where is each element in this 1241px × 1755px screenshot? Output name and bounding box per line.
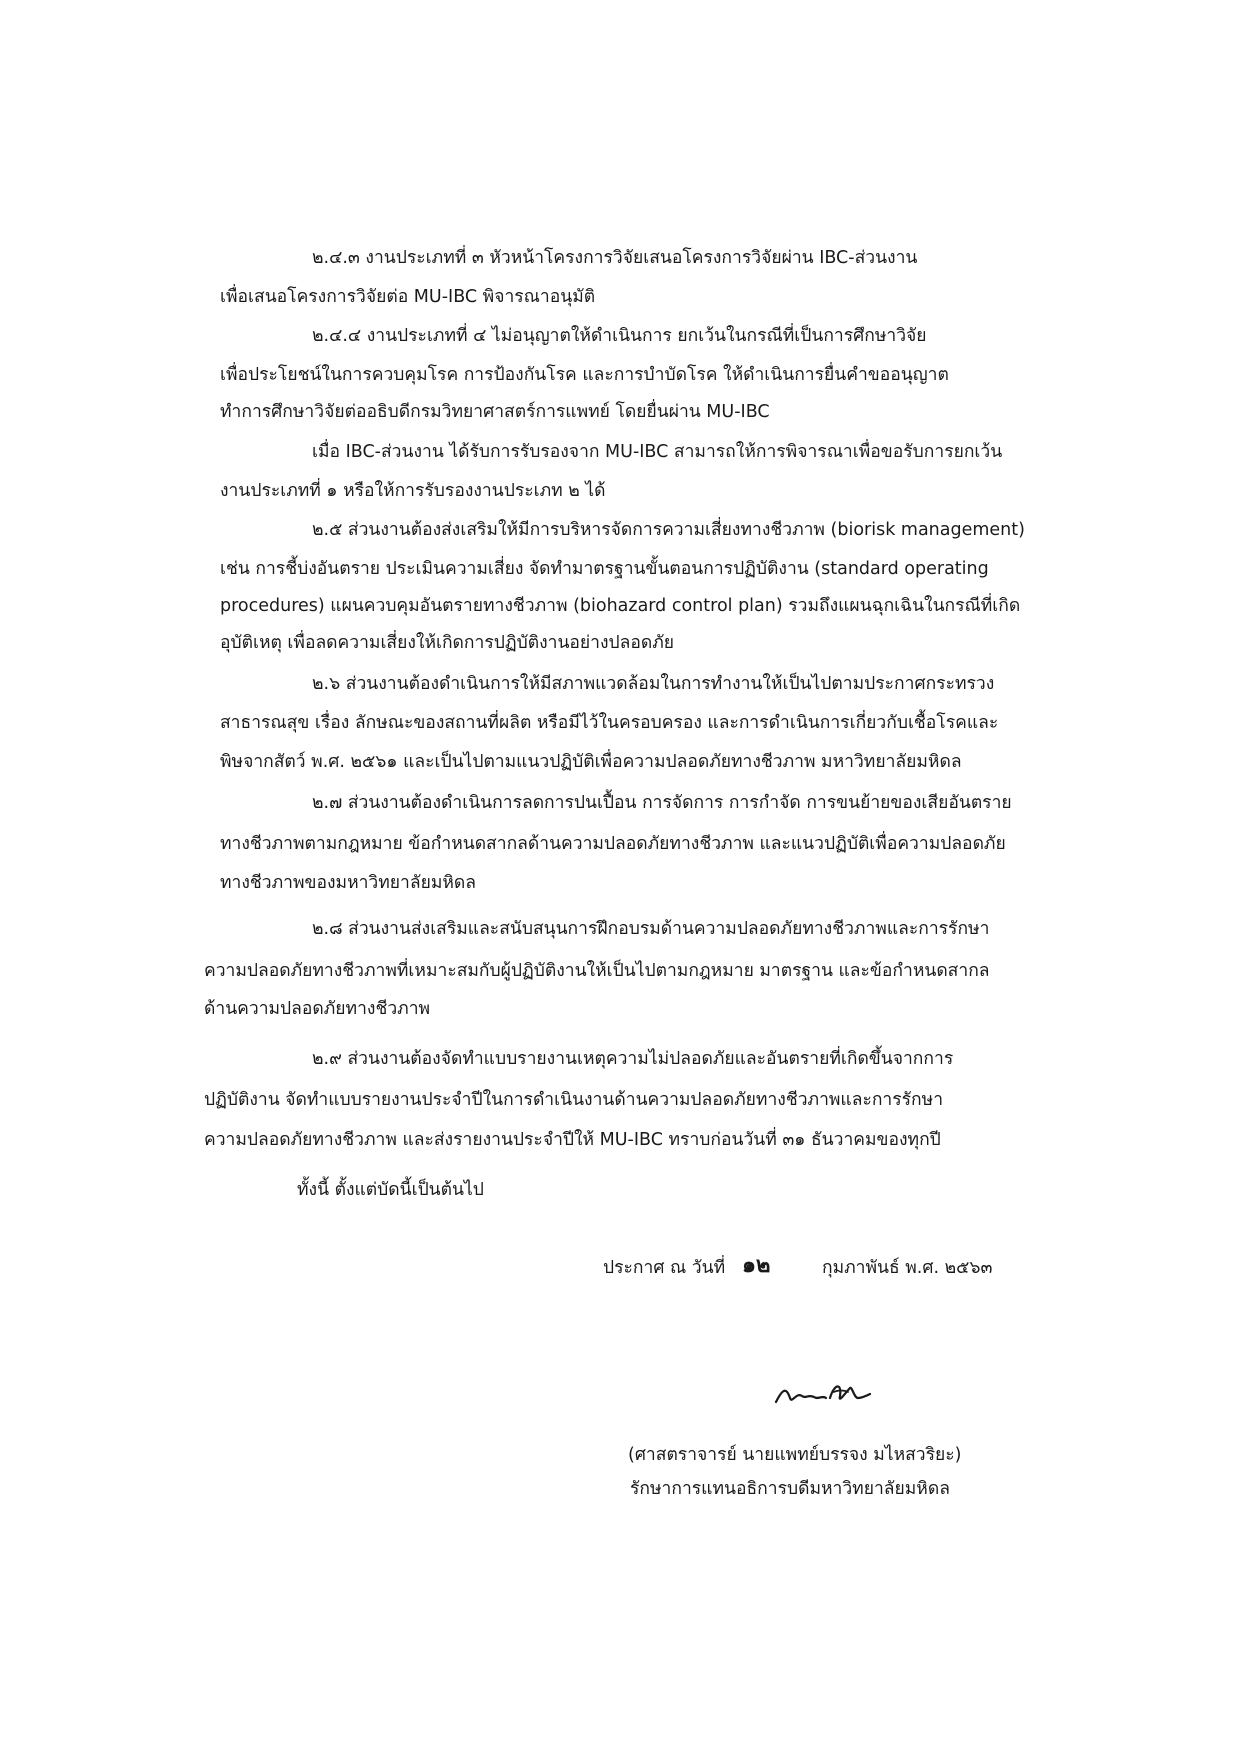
handwritten-signature — [772, 1368, 872, 1418]
paragraph-1-line-1: ๒.๔.๓ งานประเภทที่ ๓ หัวหน้าโครงการวิจัยเสนอโครงการวิจัยผ่าน IBC-ส่วนงาน — [312, 248, 918, 268]
paragraph-2-line-1: ๒.๔.๔ งานประเภทที่ ๔ ไม่อนุญาตให้ดำเนินการ ยกเว้นในกรณีที่เป็นการศึกษาวิจัย — [312, 326, 927, 346]
paragraph-6-line-2: ทางชีวภาพตามกฎหมาย ข้อกำหนดสากลด้านความปลอดภัยทางชีวภาพ และแนวปฏิบัติเพื่อความปลอดภัย — [220, 834, 1006, 854]
paragraph-5-line-2: สาธารณสุข เรื่อง ลักษณะของสถานที่ผลิต หรือมีไว้ในครอบครอง และการดำเนินการเกี่ยวกับเชื้อโรคและ — [220, 713, 999, 733]
signatory-name: (ศาสตราจารย์ นายแพทย์บรรจง มไหสวริยะ) — [628, 1445, 962, 1465]
paragraph-8-line-2: ปฏิบัติงาน จัดทำแบบรายงานประจำปีในการดำเนินงานด้านความปลอดภัยทางชีวภาพและการรักษา — [204, 1090, 944, 1110]
paragraph-6-line-3: ทางชีวภาพของมหาวิทยาลัยมหิดล — [220, 873, 477, 893]
signatory-position: รักษาการแทนอธิการบดีมหาวิทยาลัยมหิดล — [630, 1479, 950, 1499]
paragraph-2-line-3: ทำการศึกษาวิจัยต่ออธิบดีกรมวิทยาศาสตร์การแพทย์ โดยยื่นผ่าน MU-IBC — [220, 402, 770, 422]
paragraph-7-line-3: ด้านความปลอดภัยทางชีวภาพ — [204, 999, 431, 1019]
paragraph-7-line-2: ความปลอดภัยทางชีวภาพที่เหมาะสมกับผู้ปฏิบัติงานให้เป็นไปตามกฎหมาย มาตรฐาน และข้อกำหนดสากล — [204, 961, 990, 981]
paragraph-2-line-2: เพื่อประโยชน์ในการควบคุมโรค การป้องกันโรค และการบำบัดโรค ให้ดำเนินการยื่นคำขออนุญาต — [220, 365, 949, 385]
announcement-prefix: ประกาศ ณ วันที่ — [603, 1258, 726, 1278]
closing-statement: ทั้งนี้ ตั้งแต่บัดนี้เป็นต้นไป — [297, 1180, 484, 1200]
paragraph-4-line-1: ๒.๕ ส่วนงานต้องส่งเสริมให้มีการบริหารจัดการความเสี่ยงทางชีวภาพ (biorisk management) — [312, 520, 1025, 540]
paragraph-8-line-1: ๒.๙ ส่วนงานต้องจัดทำแบบรายงานเหตุความไม่ปลอดภัยและอันตรายที่เกิดขึ้นจากการ — [312, 1049, 954, 1069]
announcement-month-year: กุมภาพันธ์ พ.ศ. ๒๕๖๓ — [822, 1258, 993, 1278]
paragraph-3-line-1: เมื่อ IBC-ส่วนงาน ได้รับการรับรองจาก MU-IBC สามารถให้การพิจารณาเพื่อขอรับการยกเว้น — [312, 442, 1003, 462]
paragraph-5-line-1: ๒.๖ ส่วนงานต้องดำเนินการให้มีสภาพแวดล้อมในการทำงานให้เป็นไปตามประกาศกระทรวง — [312, 674, 995, 694]
paragraph-3-line-2: งานประเภทที่ ๑ หรือให้การรับรองงานประเภท ๒ ได้ — [220, 481, 606, 501]
paragraph-8-line-3: ความปลอดภัยทางชีวภาพ และส่งรายงานประจำปีให้ MU-IBC ทราบก่อนวันที่ ๓๑ ธันวาคมของทุกปี — [204, 1130, 941, 1150]
paragraph-1-line-2: เพื่อเสนอโครงการวิจัยต่อ MU-IBC พิจารณาอนุมัติ — [220, 287, 596, 307]
paragraph-5-line-3: พิษจากสัตว์ พ.ศ. ๒๕๖๑ และเป็นไปตามแนวปฏิบัติเพื่อความปลอดภัยทางชีวภาพ มหาวิทยาลัยมหิดล — [220, 752, 962, 772]
paragraph-7-line-1: ๒.๘ ส่วนงานส่งเสริมและสนับสนุนการฝึกอบรมด้านความปลอดภัยทางชีวภาพและการรักษา — [312, 919, 990, 939]
paragraph-6-line-1: ๒.๗ ส่วนงานต้องดำเนินการลดการปนเปื้อน การจัดการ การกำจัด การขนย้ายของเสียอันตราย — [312, 793, 1012, 813]
paragraph-4-line-4: อุบัติเหตุ เพื่อลดความเสี่ยงให้เกิดการปฏิบัติงานอย่างปลอดภัย — [220, 633, 675, 653]
announcement-day: ๑๒ — [742, 1253, 771, 1278]
paragraph-4-line-2: เช่น การชี้บ่งอันตราย ประเมินความเสี่ยง จัดทำมาตรฐานขั้นตอนการปฏิบัติงาน (standard operating — [220, 559, 989, 579]
paragraph-4-line-3: procedures) แผนควบคุมอันตรายทางชีวภาพ (biohazard control plan) รวมถึงแผนฉุกเฉินในกรณีที่เกิด — [220, 596, 1021, 616]
